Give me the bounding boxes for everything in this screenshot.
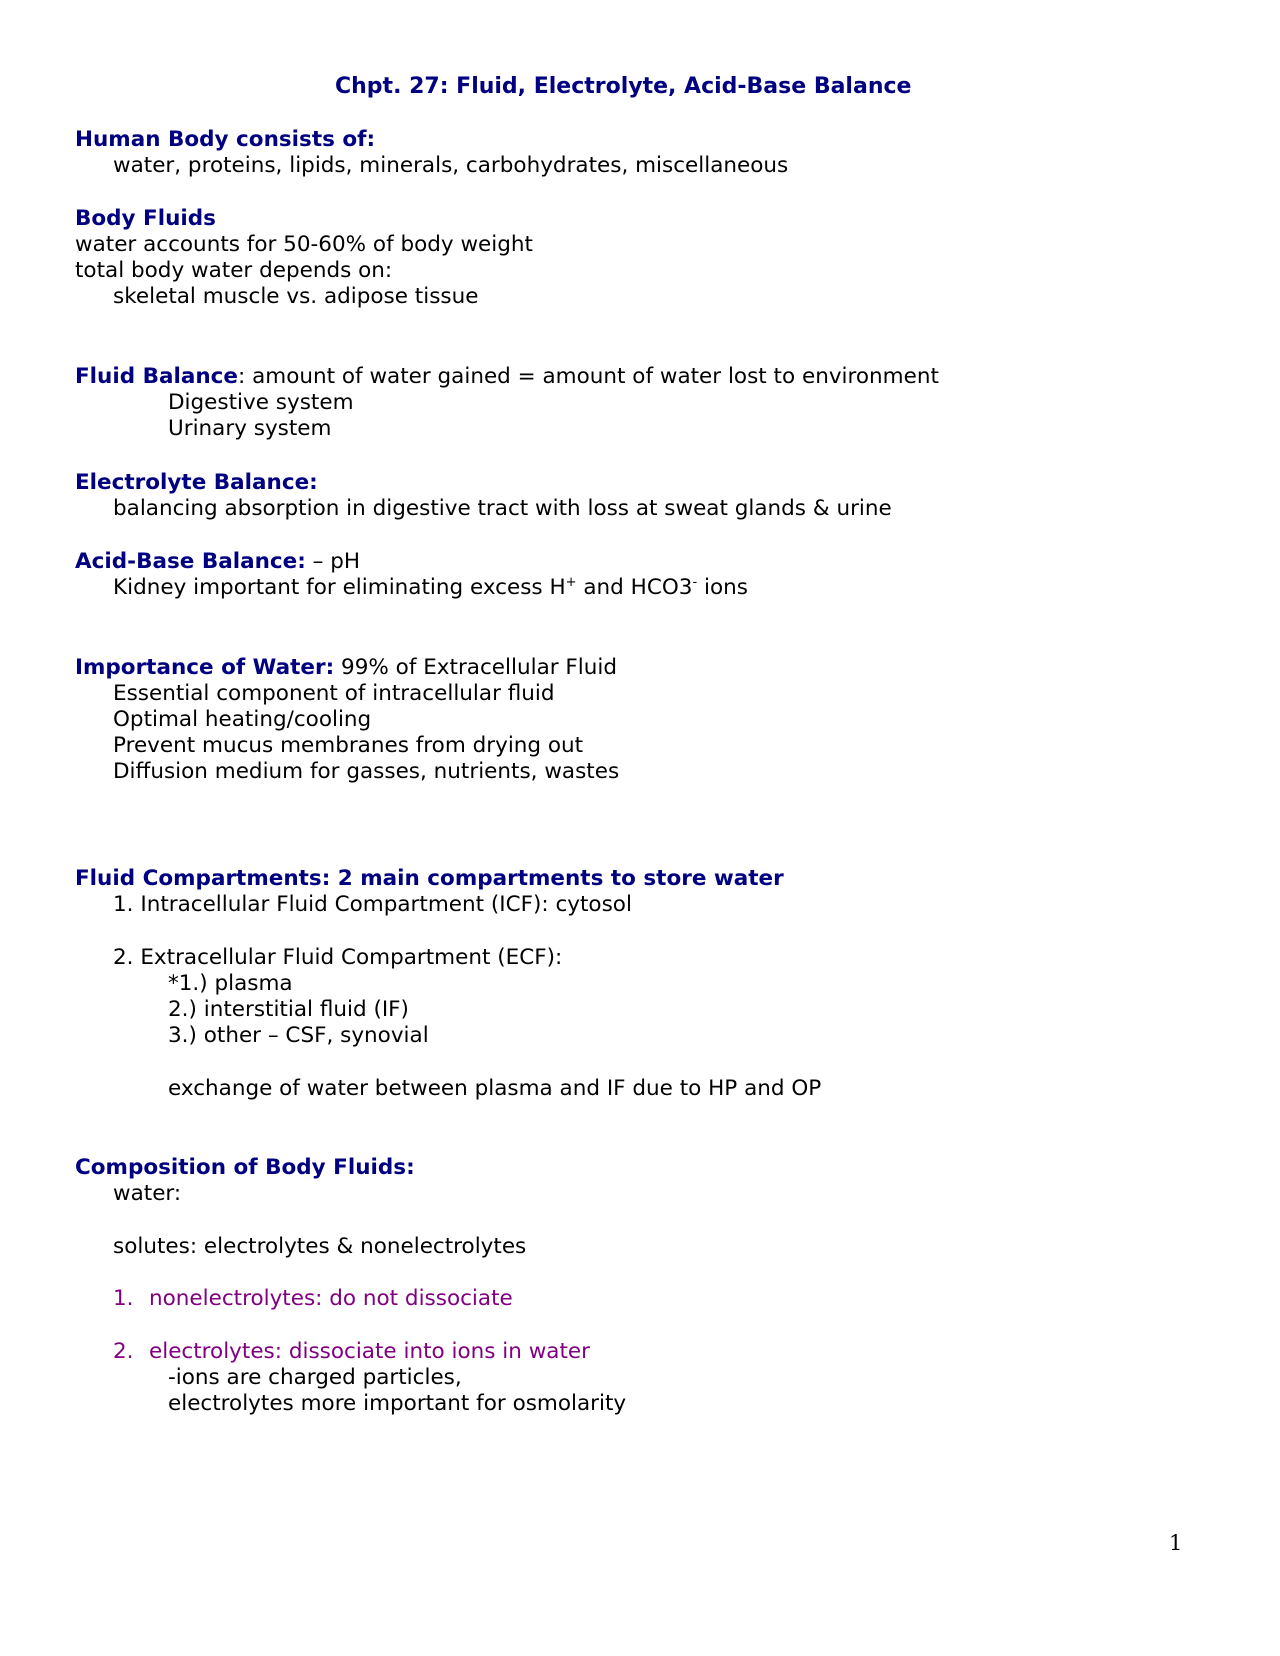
- list-text: nonelectrolytes: do not dissociate: [149, 1286, 513, 1311]
- fluid-balance-item: Digestive system: [168, 390, 354, 415]
- ecf-item: 3.) other – CSF, synovial: [168, 1023, 429, 1048]
- page-title: Chpt. 27: Fluid, Electrolyte, Acid-Base Balance: [335, 74, 912, 99]
- body-fluids-line1: water accounts for 50-60% of body weight: [75, 232, 533, 257]
- list-number: 2.: [113, 1339, 134, 1364]
- hco3-minus-sup: -: [692, 575, 698, 590]
- water-item: Essential component of intracellular fluid: [113, 681, 555, 706]
- fluid-balance-item: Urinary system: [168, 416, 332, 441]
- ecf-item: *1.) plasma: [168, 971, 293, 996]
- water-item: Diffusion medium for gasses, nutrients, wastes: [113, 759, 620, 784]
- fluid-balance-text: : amount of water gained = amount of water lost to environment: [238, 364, 939, 389]
- list-number: 1.: [113, 1286, 134, 1311]
- acid-base-kidney-line: [113, 575, 748, 601]
- h-plus-sup: +: [565, 575, 577, 590]
- kidney-text: Kidney important for eliminating excess H: [113, 575, 566, 600]
- water-item: Optimal heating/cooling: [113, 707, 372, 732]
- acid-base-heading: Acid-Base Balance:: [75, 549, 306, 574]
- water-heading: Importance of Water:: [75, 655, 335, 680]
- fluid-balance-heading: Fluid Balance: [75, 364, 239, 389]
- composition-heading: Composition of Body Fluids:: [75, 1155, 415, 1180]
- composition-water: water:: [113, 1181, 182, 1206]
- electrolyte-balance-line: balancing absorption in digestive tract with loss at sweat glands & urine: [113, 496, 892, 521]
- acid-base-line: [75, 549, 360, 575]
- compartments-exchange: exchange of water between plasma and IF due to HP and OP: [168, 1076, 822, 1101]
- composition-solutes: solutes: electrolytes & nonelectrolytes: [113, 1234, 527, 1259]
- hco3-text: and HCO3: [576, 575, 693, 600]
- human-body-heading: Human Body consists of:: [75, 127, 376, 152]
- page-number: 1: [1169, 1531, 1183, 1555]
- composition-sub: -ions are charged particles,: [168, 1365, 462, 1390]
- composition-list-item: [113, 1286, 513, 1312]
- body-fluids-line3: skeletal muscle vs. adipose tissue: [113, 284, 479, 309]
- body-fluids-heading: Body Fluids: [75, 206, 216, 231]
- fluid-balance-line: [75, 364, 939, 390]
- compartments-ecf: 2. Extracellular Fluid Compartment (ECF):: [113, 945, 563, 970]
- ecf-item: 2.) interstitial fluid (IF): [168, 997, 409, 1022]
- ions-text: ions: [697, 575, 748, 600]
- body-fluids-line2: total body water depends on:: [75, 258, 393, 283]
- human-body-line: water, proteins, lipids, minerals, carbohydrates, miscellaneous: [113, 153, 789, 178]
- water-item: Prevent mucus membranes from drying out: [113, 733, 584, 758]
- compartments-icf: 1. Intracellular Fluid Compartment (ICF): cytosol: [113, 892, 632, 917]
- electrolyte-balance-heading: Electrolyte Balance:: [75, 470, 318, 495]
- water-line: [75, 655, 617, 681]
- water-text: 99% of Extracellular Fluid: [334, 655, 617, 680]
- list-text: electrolytes: dissociate into ions in water: [149, 1339, 590, 1364]
- composition-sub: electrolytes more important for osmolarity: [168, 1391, 627, 1416]
- compartments-heading: Fluid Compartments: 2 main compartments to store water: [75, 866, 784, 891]
- composition-list-item: [113, 1339, 590, 1365]
- acid-base-text: – pH: [305, 549, 361, 574]
